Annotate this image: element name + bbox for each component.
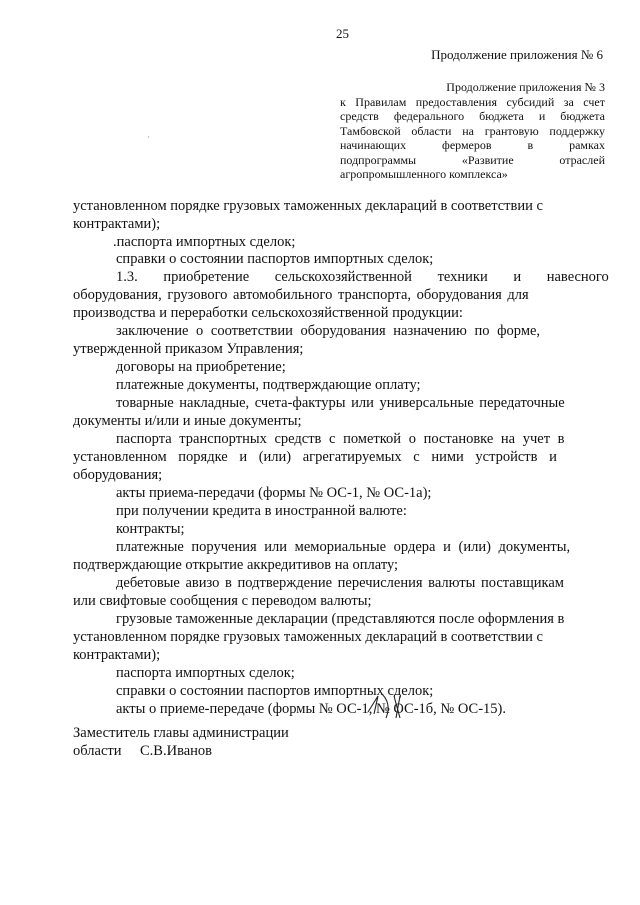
appendix-line: подпрограммы «Развитие отраслей: [340, 152, 605, 167]
body-line: оборудования, грузового автомобильного транспорта, оборудования для: [73, 287, 529, 303]
initials-mark: [360, 690, 420, 722]
body-line: платежные поручения или мемориальные ордера и (или) документы,: [116, 539, 571, 555]
body-line: утвержденной приказом Управления;: [73, 341, 304, 357]
body-line: контракты;: [116, 521, 185, 537]
body-line: контрактами);: [73, 216, 161, 232]
appendix-line: к Правилам предоставления субсидий за счет: [340, 94, 605, 109]
body-line: оборудования;: [73, 467, 163, 483]
body-line: договоры на приобретение;: [116, 359, 286, 375]
scan-speck: ·: [147, 132, 150, 142]
body-line: паспорта транспортных средств с пометкой о постановке на учет в: [116, 431, 565, 447]
signatory-area: области: [73, 743, 122, 759]
appendix-line: Продолжение приложения № 3: [446, 80, 605, 94]
appendix-line: Тамбовской области на грантовую поддержку: [340, 123, 605, 138]
body-line: дебетовые авизо в подтверждение перечисления валюты поставщикам: [116, 575, 564, 591]
body-line: платежные документы, подтверждающие оплату;: [116, 377, 421, 393]
appendix-line: агропромышленного комплекса»: [340, 167, 508, 181]
body-line: справки о состоянии паспортов импортных сделок;: [116, 683, 434, 699]
body-line: .паспорта импортных сделок;: [113, 234, 296, 250]
body-line: производства и переработки сельскохозяйственной продукции:: [73, 305, 463, 321]
body-line: заключение о соответствии оборудования назначению по форме,: [116, 323, 541, 339]
body-line: установленном порядке грузовых таможенных деклараций в соответствии с: [73, 198, 543, 214]
body-line: паспорта импортных сделок;: [116, 665, 295, 681]
body-line: товарные накладные, счета-фактуры или универсальные передаточные: [116, 395, 565, 411]
body-line: подтверждающие открытие аккредитивов на оплату;: [73, 557, 399, 573]
appendix-reference: [340, 80, 605, 182]
body-line: установленном порядке грузовых таможенных деклараций в соответствии с: [73, 629, 543, 645]
body-line: при получении кредита в иностранной валюте:: [116, 503, 407, 519]
appendix-line: средств федерального бюджета и бюджета: [340, 109, 605, 123]
page-number: 25: [336, 26, 349, 41]
body-line: справки о состоянии паспортов импортных сделок;: [116, 251, 434, 267]
signatory-title: Заместитель главы администрации: [73, 725, 289, 741]
body-line: установленном порядке и (или) агрегатируемых с ними устройств и: [73, 449, 557, 465]
body-line: документы и/или и иные документы;: [73, 413, 302, 429]
body-line: 1.3. приобретение сельскохозяйственной техники и навесного: [116, 269, 609, 285]
body-line: или свифтовые сообщения с переводом валюты;: [73, 593, 372, 609]
signatory-name: С.В.Иванов: [140, 743, 213, 759]
body-line: акты о приеме-передаче (формы № ОС-1, № ОС-1б, № ОС-15).: [116, 701, 506, 717]
continuation-header: Продолжение приложения № 6: [431, 47, 603, 62]
body-line: грузовые таможенные декларации (представляются после оформления в: [116, 611, 565, 627]
body-line: акты приема-передачи (формы № ОС-1, № ОС-1а);: [116, 485, 432, 501]
body-line: контрактами);: [73, 647, 161, 663]
appendix-line: начинающих фермеров в рамках: [340, 138, 605, 152]
initials-stroke: [368, 694, 400, 718]
